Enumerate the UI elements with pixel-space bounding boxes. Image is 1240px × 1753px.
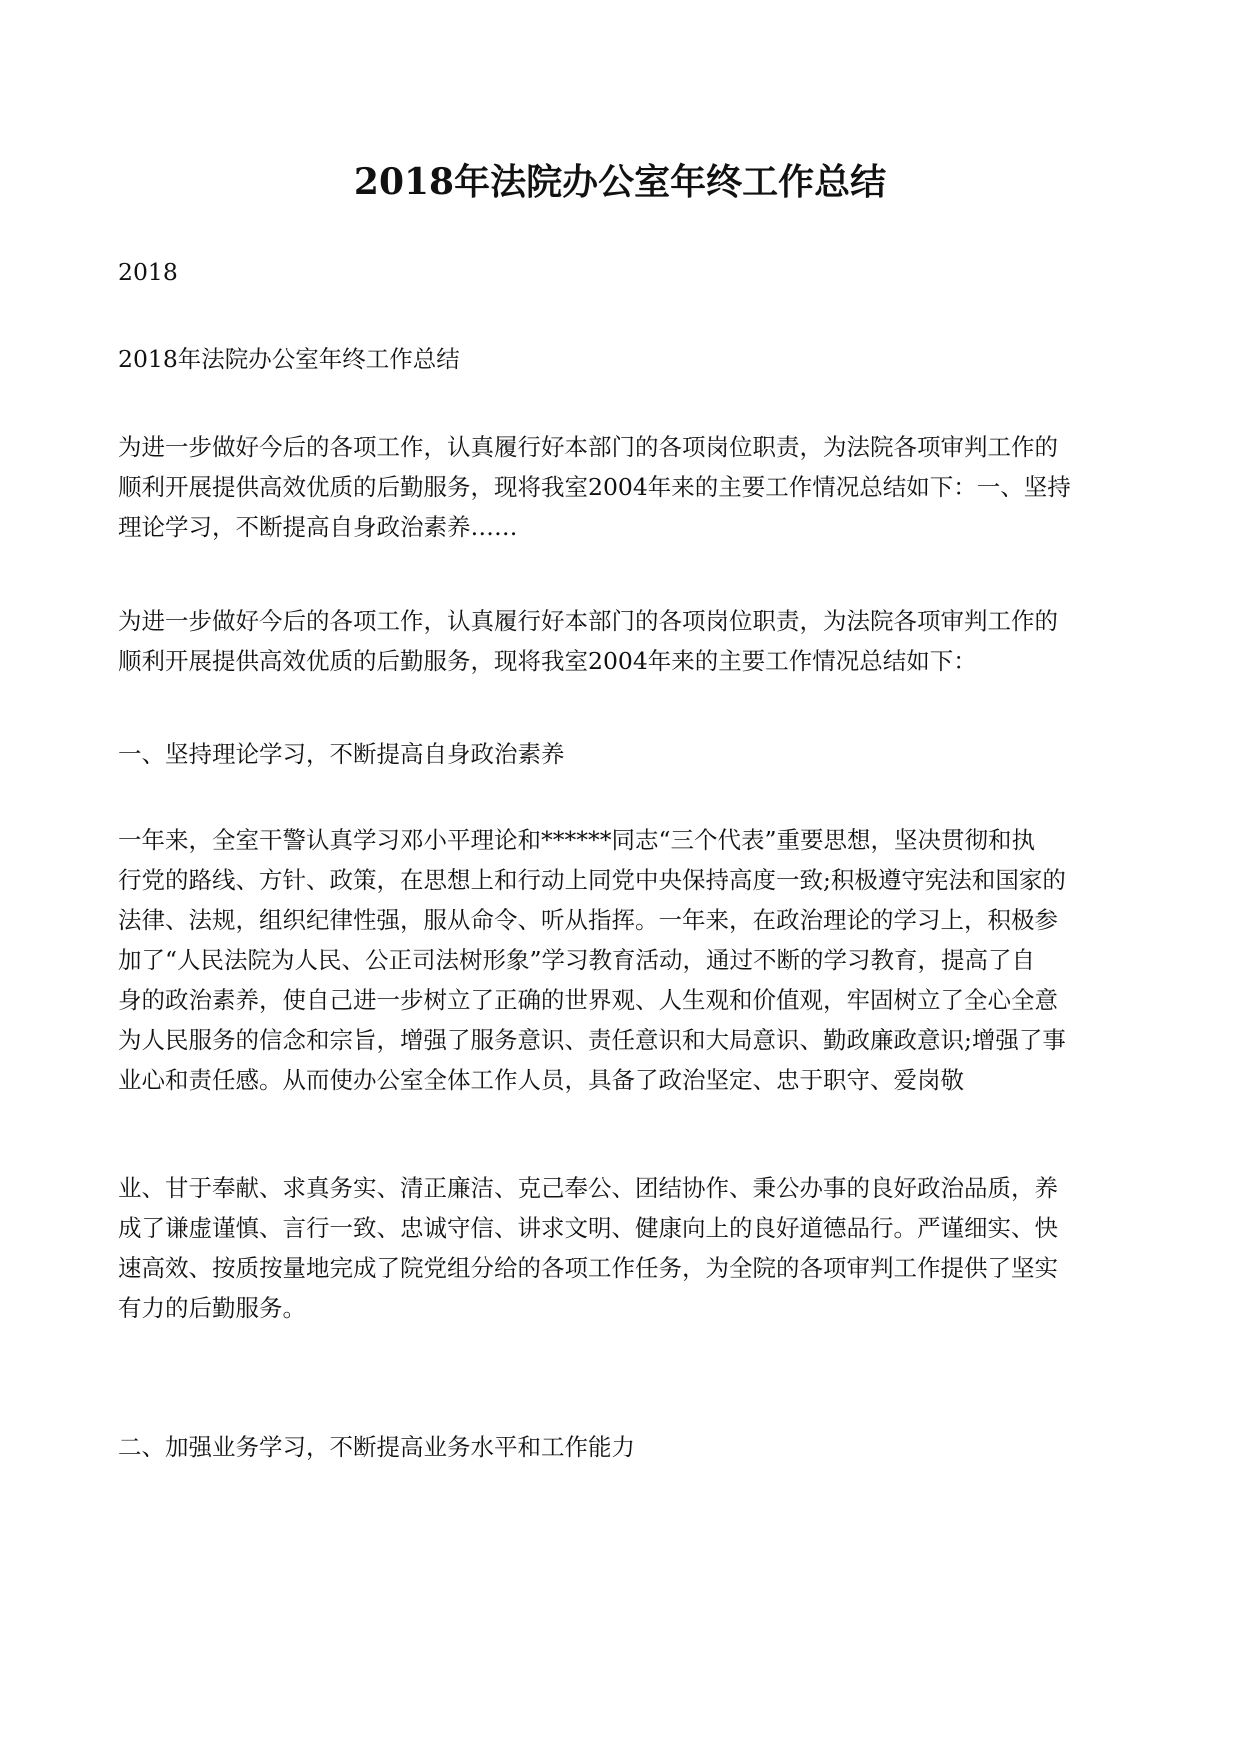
intro-line: 顺利开展提供高效优质的后勤服务，现将我室2004年来的主要工作情况总结如下： [118,647,977,675]
body-line: 有力的后勤服务。 [118,1294,306,1322]
body-line: 业、甘于奉献、求真务实、清正廉洁、克己奉公、团结协作、秉公办事的良好政治品质，养 [118,1174,1058,1202]
body-line: 身的政治素养，使自己进一步树立了正确的世界观、人生观和价值观，牢固树立了全心全意 [118,986,1058,1014]
summary-paragraph [118,427,1126,547]
body-line: 一年来，全室干警认真学习邓小平理论和******同志“三个代表”重要思想，坚决贯彻和执 [118,826,1036,854]
document-title: 2018年法院办公室年终工作总结 [353,161,887,203]
body-line: 业心和责任感。从而使办公室全体工作人员，具备了政治坚定、忠于职守、爱岗敬 [118,1066,964,1094]
summary-line: 理论学习，不断提高自身政治素养…… [118,513,518,541]
subtitle: 2018年法院办公室年终工作总结 [118,345,460,373]
year-line: 2018 [118,258,178,286]
body-line: 速高效、按质按量地完成了院党组分给的各项工作任务，为全院的各项审判工作提供了坚实 [118,1254,1058,1282]
intro-paragraph [118,601,1126,681]
section-heading-1: 一、坚持理论学习，不断提高自身政治素养 [118,740,565,768]
intro-line: 为进一步做好今后的各项工作，认真履行好本部门的各项岗位职责，为法院各项审判工作的 [118,607,1058,635]
body-line: 加了“人民法院为人民、公正司法树形象”学习教育活动，通过不断的学习教育，提高了自 [118,946,1036,974]
body-paragraph-1 [118,820,1126,1100]
body-line: 为人民服务的信念和宗旨，增强了服务意识、责任意识和大局意识、勤政廉政意识;增强了事 [118,1026,1066,1054]
body-paragraph-2 [118,1168,1126,1328]
summary-line: 顺利开展提供高效优质的后勤服务，现将我室2004年来的主要工作情况总结如下：一、坚持 [118,473,1071,501]
body-line: 法律、法规，组织纪律性强，服从命令、听从指挥。一年来，在政治理论的学习上，积极参 [118,906,1058,934]
section-heading-2: 二、加强业务学习，不断提高业务水平和工作能力 [118,1433,635,1461]
body-line: 行党的路线、方针、政策，在思想上和行动上同党中央保持高度一致;积极遵守宪法和国家的 [118,866,1066,894]
summary-line: 为进一步做好今后的各项工作，认真履行好本部门的各项岗位职责，为法院各项审判工作的 [118,433,1058,461]
body-line: 成了谦虚谨慎、言行一致、忠诚守信、讲求文明、健康向上的良好道德品行。严谨细实、快 [118,1214,1058,1242]
